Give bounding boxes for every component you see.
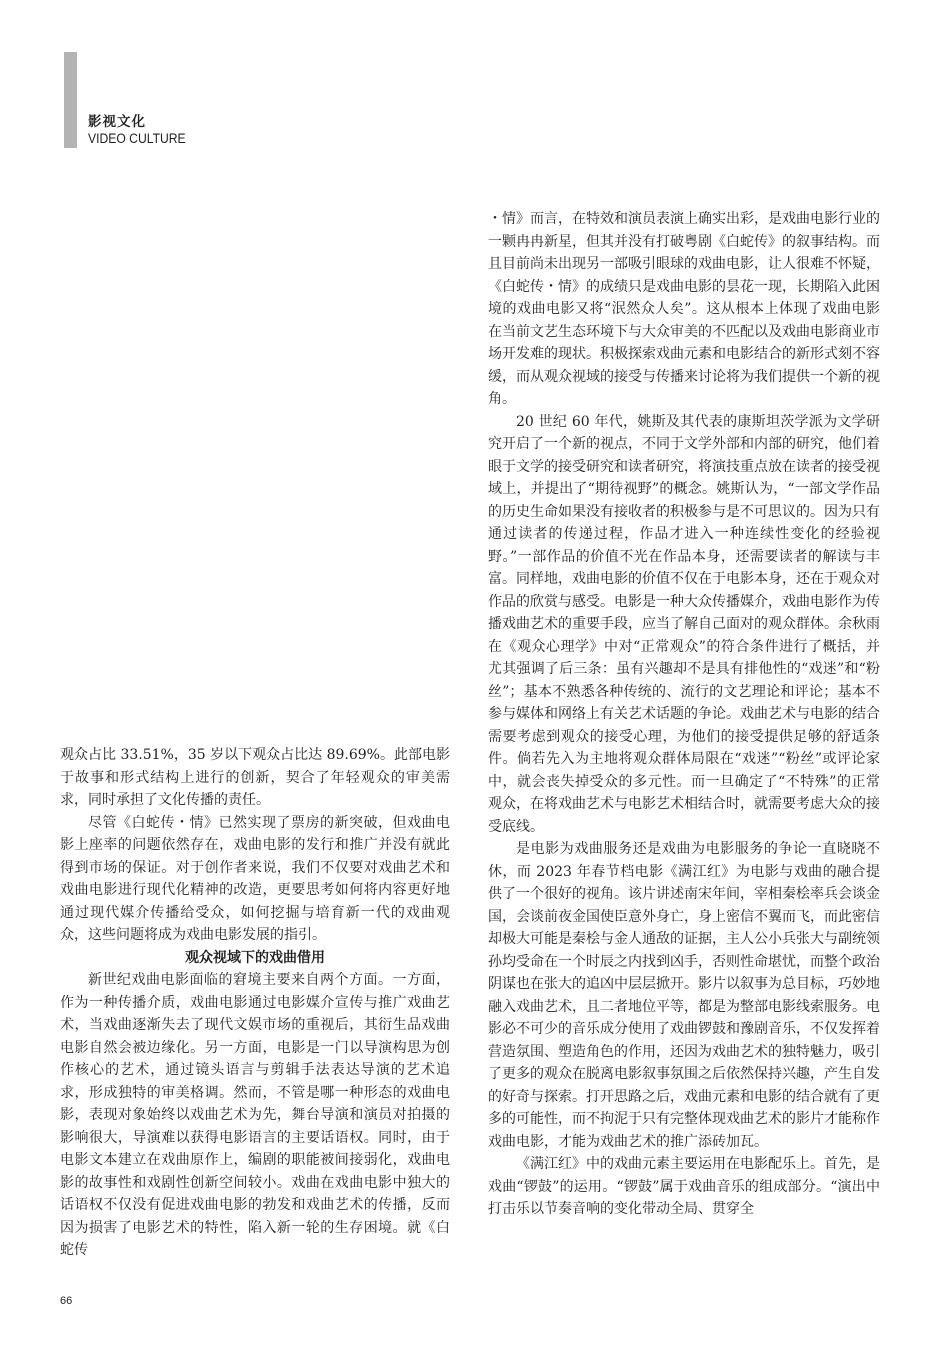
left-column xyxy=(60,744,450,1262)
section-heading: 观众视域下的戏曲借用 xyxy=(185,949,325,966)
paragraph: 20 世纪 60 年代，姚斯及其代表的康斯坦茨学派为文学研究开启了一个新的视点，不同于文学外部和内部的研究，他们着眼于文学的接受研究和读者研究，将演技重点放在读者的接受视域上，并提出了“期待视野”的概念。姚斯认为，“一部文学作品的历史生命如果没有接收者的积极参与是不可思议的。因为只有通过读者的传递过程，作品才进入一种连续性变化的经验视野。”一部作品的价值不光在作品本身，还需要读者的解读与丰富。同样地，戏曲电影的价值不仅在于电影本身，还在于观众对作品的欣赏与感受。电影是一种大众传播媒介，戏曲电影作为传播戏曲艺术的重要手段，应当了解自己面对的观众群体。余秋雨在《观众心理学》中对“正常观众”的符合条件进行了概括，并尤其强调了后三条：虽有兴趣却不是具有排他性的“戏迷”和“粉丝”；基本不熟悉各种传统的、流行的文艺理论和评论；基本不参与媒体和网络上有关艺术话题的争论。戏曲艺术与电影的结合需要考虑到观众的接受心理，为他们的接受提供足够的舒适条件。倘若先入为主地将观众群体局限在“戏迷”“粉丝”或评论家中，就会丧失掉受众的多元性。而一旦确定了“不特殊”的正常观众，在将戏曲艺术与电影艺术相结合时，就需要考虑大众的接受底线。 xyxy=(488,413,880,835)
section-title-chinese: 影视文化 xyxy=(88,114,146,130)
paragraph: 《满江红》中的戏曲元素主要运用在电影配乐上。首先，是戏曲“锣鼓”的运用。“锣鼓”属于戏曲音乐的组成部分。“演出中打击乐以节奏音响的变化带动全局、贯穿全 xyxy=(488,1156,880,1217)
paragraph: 观众占比 33.51%，35 岁以下观众占比达 89.69%。此部电影于故事和形式结构上进行的创新，契合了年轻观众的审美需求，同时承担了文化传播的责任。 xyxy=(60,747,450,808)
section-title-english: VIDEO CULTURE xyxy=(88,131,186,146)
paragraph: 是电影为戏曲服务还是戏曲为电影服务的争论一直晓晓不休，而 2023 年春节档电影《满江红》为电影与戏曲的融合提供了一个很好的视角。该片讲述南宋年间，宰相秦桧率兵会谈金国，会谈前夜金国使臣意外身亡，身上密信不翼而飞，而此密信却极大可能是秦桧与金人通敌的证据，主人公小兵张大与副统领孙均受命在一个时辰之内找到凶手，否则性命堪忧，而整个政治阴谋也在张大的追凶中层层掀开。影片以叙事为总目标，巧妙地融入戏曲艺术，且二者地位平等，都是为整部电影线索服务。电影必不可少的音乐成分使用了戏曲锣鼓和豫剧音乐，不仅发挥着营造氛围、塑造角色的作用，还因为戏曲艺术的独特魅力，吸引了更多的观众在脱离电影叙事氛围之后依然保持兴趣，产生自发的好奇与探索。打开思路之后，戏曲元素和电影的结合就有了更多的可能性，而不拘泥于只有完整体现戏曲艺术的影片才能称作戏曲电影，才能为戏曲艺术的推广添砖加瓦。 xyxy=(488,841,880,1150)
paragraph: ・情》而言，在特效和演员表演上确实出彩，是戏曲电影行业的一颗冉冉新星，但其并没有打破粤剧《白蛇传》的叙事结构。而且目前尚未出现另一部吸引眼球的戏曲电影，让人很难不怀疑，《白蛇传・情》的成绩只是戏曲电影的昙花一现，长期陷入此困境的戏曲电影又将“泯然众人矣”。这从根本上体现了戏曲电影在当前文艺生态环境下与大众审美的不匹配以及戏曲电影商业市场开发难的现状。积极探索戏曲元素和电影结合的新形式刻不容缓，而从观众视域的接受与传播来讨论将为我们提供一个新的视角。 xyxy=(488,211,880,407)
section-marker-bar xyxy=(64,52,77,148)
paragraph: 尽管《白蛇传・情》已然实现了票房的新突破，但戏曲电影上座率的问题依然存在，戏曲电影的发行和推广并没有就此得到市场的保证。对于创作者来说，我们不仅要对戏曲艺术和戏曲电影进行现代化精神的改造，更要思考如何将内容更好地通过现代媒介传播给受众，如何挖掘与培育新一代的戏曲观众，这些问题将成为戏曲电影发展的指引。 xyxy=(60,814,450,943)
page-number: 66 xyxy=(60,1295,73,1307)
paragraph: 新世纪戏曲电影面临的窘境主要来自两个方面。一方面，作为一种传播介质，戏曲电影通过电影媒介宣传与推广戏曲艺术，当戏曲逐渐失去了现代文娱市场的重视后，其衍生品戏曲电影自然会被边缘化。另一方面，电影是一门以导演构思为创作核心的艺术，通过镜头语言与剪辑手法表达导演的艺术追求，形成独特的审美格调。然而，不管是哪一种形态的戏曲电影，表现对象始终以戏曲艺术为先，舞台导演和演员对拍摄的影响很大，导演难以获得电影语言的主要话语权。同时，由于电影文本建立在戏曲原作上，编剧的职能被间接弱化，戏曲电影的故事性和戏剧性创新空间较小。戏曲在戏曲电影中独大的话语权不仅没有促进戏曲电影的勃发和戏曲艺术的传播，反而因为损害了电影艺术的特性，陷入新一轮的生存困境。就《白蛇传 xyxy=(60,972,450,1258)
right-column xyxy=(488,208,880,1221)
